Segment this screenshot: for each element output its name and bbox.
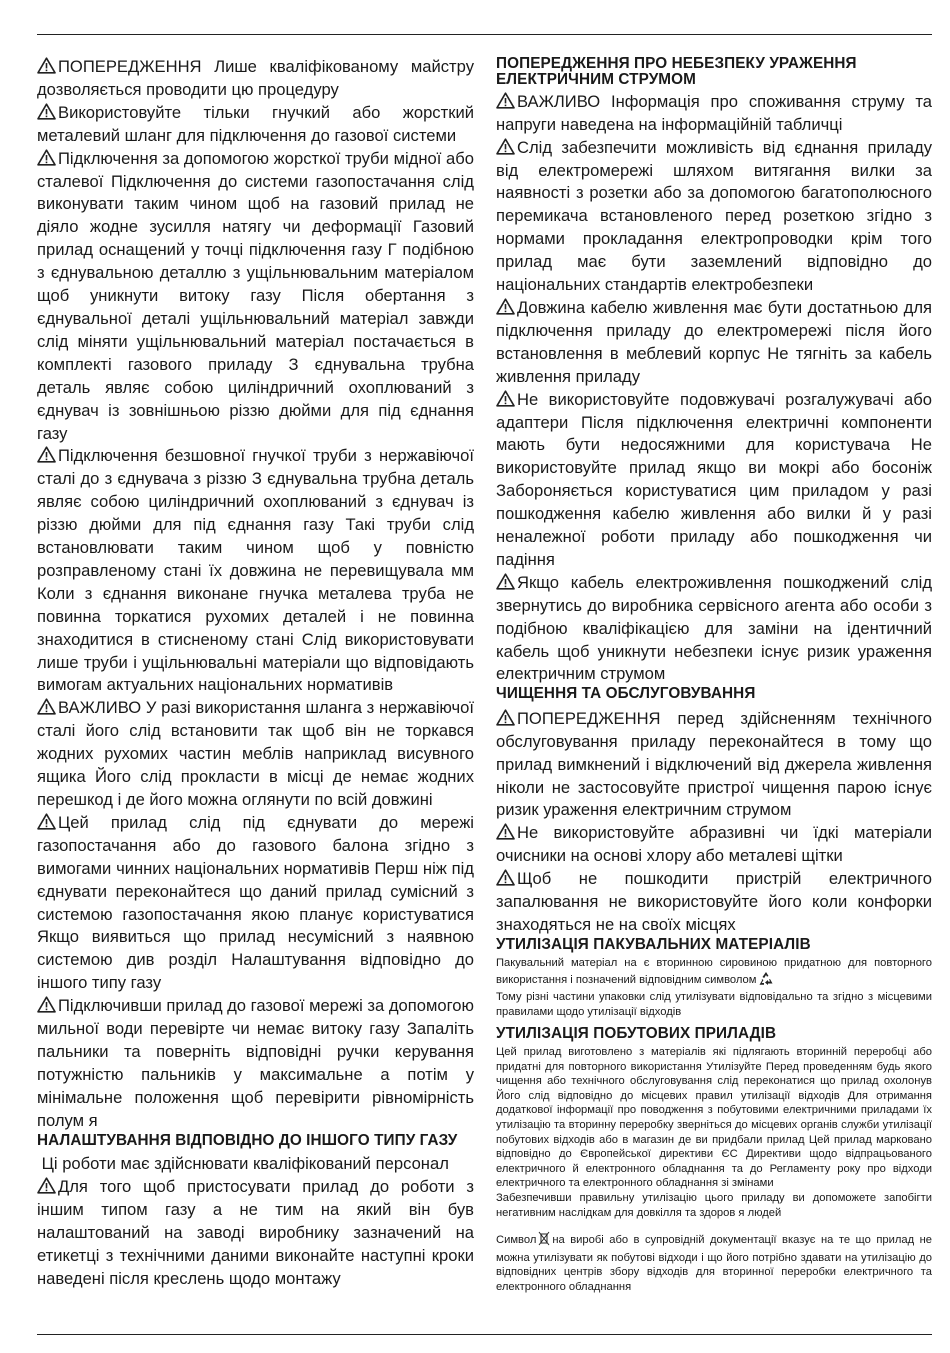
warning-triangle-icon [496,92,515,109]
warning-triangle-icon [496,298,515,315]
warning-abrasives [496,822,932,868]
warning-triangle-icon [37,1177,56,1194]
warning-stainless-pipe [37,445,474,697]
section-heading: УТИЛІЗАЦІЯ ПАКУВАЛЬНИХ МАТЕРІАЛІВ [496,935,811,953]
paragraph-text: Підключення безшовної гнучкої труби з нержавіючої сталі до з єднувача з різзю З єднувальна трубна деталь являє собою циліндричний охоплюваний з єднувач із різзю дюйми для під єднання газу Такі труби слід встановлювати таким чином щоб у повністю розправленому стані їх довжина не перевищувала мм Коли з єднання виконане гнучка металева труба не повинна торкатися рухомих деталей і не повинна знаходитися в стисненому стані Слід використовувати лише труби і ущільнювальні матеріали що відповідають вимогам актуальних національних нормативів [37,446,474,695]
paragraph-text: ПОПЕРЕДЖЕННЯ перед здійсненням технічного обслуговування приладу переконайтеся в тому що прилад вимкнений і відключений від джерела живлення ніколи не застосовуйте пристрої чищення парою існує ризик ураження електричним струмом [496,708,932,820]
paragraph-text: Підключення за допомогою жорсткої труби мідної або сталевої Підключення до системи газопостачання слід виконувати таким чином щоб на газовий прилад не діяло жодне зусилля натягу чи деформації Газовий прилад оснащений у точці підключення газу Г подібною з єднувальною деталлю з ущільнювальним матеріалом щоб уникнути витоку газу Після обертання з єднувальної деталі ущільнювальний матеріал завжди слід міняти ущільнювальний матеріал постачається в комплекті газового приладу З єднувальна трубна деталь являє собою циліндричний охоплюваний з єднувач із зовнішньою різзю дюйми для під єднання газу [37,148,474,443]
warning-triangle-icon [496,573,515,590]
paragraph-text: Використовуйте тільки гнучкий або жорсткий металевий шланг для підключення до газової системи [37,102,474,145]
paragraph-text: Тому різні частини упаковки слід утилізувати відповідально та згідно з місцевими правилами щодо утилізації відходів [496,991,932,1019]
paragraph-text: Ці роботи має здійснювати кваліфікований персонал [41,1154,449,1173]
paragraph-text: Цей прилад виготовлено з матеріалів які підлягають вторинній переробці або придатні для повторного використання Утилізуйте Перед проведенням будь якого чищення або технічного обслуговування слід переконатися що прилад охолонув Його слід відповідно до місцевих правил утилізації відходів Для отримання додаткової інформації про поводження з побутовими електричними приладами їх утилізацію та вторинну переробку зверніться до місцевих органів служби утилізації побутових відходів або в магазин де ви придбали прилад Цей прилад марковано відповідно до Європейської директиви ЄС Директиви щодо відпрацьованого електричного й електронного обладнання та до Регламенту року про відходи електричного та електронного обладнання зі змінами [496,1046,932,1190]
warning-triangle-icon [37,103,56,120]
paragraph-text: Якщо кабель електроживлення пошкоджений слід звернутись до виробника сервісного агента або особи з подібною кваліфікацією для заміни на ідентичний кабель щоб уникнути небезпеки існує ризик ураження електричним струмом [496,572,932,684]
paragraph-text: Цей прилад слід під єднувати до мережі газопостачання або до газового балона згідно з вимогами чинних національних нормативів Перш ніж під єднувати переконайтеся що даний прилад сумісний з системою газопостачання якою планує користуватися Якщо виявиться що прилад несумісний з наявною системою див розділ Налаштування відповідно до іншого типу газу [37,812,474,993]
crossed-bin-icon [538,1230,550,1251]
warning-triangle-icon [37,996,56,1013]
warning-triangle-icon [37,149,56,166]
warning-cable-length [496,297,932,389]
paragraph-text: Підключивши прилад до газової мережі за допомогою мильної води перевірте чи немає витоку газу Запаліть пальники та поверніть відповідні ручки керування потужністю пальників у максимальне а потім у мінімальне положення щоб перевірити рівномірність полум я [37,996,474,1130]
paragraph-qualified-staff [37,1153,474,1176]
warning-gas-conversion [37,1176,474,1291]
paragraph-text: Символ [496,1234,537,1247]
warning-leak-check [37,995,474,1132]
warning-rigid-pipe [37,148,474,446]
weee-symbol-note [496,1230,932,1294]
section-heading: УТИЛІЗАЦІЯ ПОБУТОВИХ ПРИЛАДІВ [496,1024,777,1042]
paragraph-text: Для того щоб пристосувати прилад до роботи з іншим типом газу а не тим на який він був налаштований на заводі виробнику зазначений на етикетці з технічними даними виконайте наступні кроки наведені після креслень щодо монтажу [37,1176,474,1288]
recycle-icon [758,971,774,991]
paragraph-text: Щоб не пошкодити пристрій електричного запалювання не використовуйте його коли конфорки знаходяться не на своїх місцях [496,869,932,934]
warning-ignition [496,868,932,937]
warning-triangle-icon [37,57,56,74]
section-heading: НАЛАШТУВАННЯ ВІДПОВІДНО ДО ІНШОГО ТИПУ ГАЗУ [37,1131,458,1149]
paragraph-text: Забезпечивши правильну утилізацію цього приладу ви допоможете запобігти негативним наслідкам для довкілля та здоров я людей [496,1191,932,1219]
warning-triangle-icon [496,709,515,726]
warning-disconnect [496,137,932,297]
warning-triangle-icon [496,390,515,407]
warning-no-adapters [496,389,932,572]
paragraph-text: Слід забезпечити можливість від єднання приладу від електромережі шляхом витягання вилки за наявності з розетки або за допомогою багатополюсного перемикача встановленого перед розеткою згідно з нормами прокладання електропроводки крім того прилад має бути заземлений відповідно до національних стандартів електробезпеки [496,137,932,295]
appliance-disposal-benefit [496,1191,932,1220]
important-power-info [496,91,932,137]
section-heading: ЧИЩЕННЯ ТА ОБСЛУГОВУВАННЯ [496,685,756,703]
top-rule [37,34,932,35]
warning-maintenance [496,708,932,823]
right-column [496,56,932,1295]
warning-triangle-icon [37,813,56,830]
paragraph-text: ВАЖЛИВО Інформація про споживання струму та напруги наведена на інформаційній табличці [496,91,932,134]
warning-qualified-technician [37,56,474,102]
section-heading: ПОПЕРЕДЖЕННЯ ПРО НЕБЕЗПЕКУ УРАЖЕННЯ ЕЛЕКТРИЧНИМ СТРУМОМ [496,55,857,89]
important-stainless-hose [37,697,474,812]
warning-flexible-hose [37,102,474,148]
left-column [37,56,474,1290]
warning-triangle-icon [37,698,56,715]
paragraph-text: на виробі або в супровідній документації вказує на те що прилад не можна утилізувати як побутові відходи і що його потрібно здавати на утилізацію до відповідних центрів збору відходів для вторинної переробки електричного та електронного обладнання [496,1234,932,1293]
paragraph-text: Пакувальний матеріал на є вторинною сировиною придатною для повторного використання і позначений відповідним символом [496,957,932,986]
packaging-disposal [496,990,932,1019]
paragraph-text: Довжина кабелю живлення має бути достатньою для підключення приладу до електромережі після його встановлення в меблевий корпус Не тягніть за кабель живлення приладу [496,297,932,386]
paragraph-text: Не використовуйте подовжувачі розгалужувачі або адаптери Після підключення електричні компоненти мають бути недосяжними для користувача Не використовуйте прилад якщо ви мокрі або босоніж Забороняється користуватися цим приладом у разі пошкодження кабелю живлення або вилки й у разі неналежної роботи приладу або пошкодження чи падіння [496,389,932,569]
paragraph-text: ВАЖЛИВО У разі використання шланга з нержавіючої сталі його слід встановити так щоб він не торкався жодних рухомих частин меблів наприклад висувного ящика Його слід прокласти в місці де немає жодних перешкод і де його можна оглянути по всій довжині [37,698,474,809]
appliance-disposal [496,1045,932,1191]
paragraph-text: Не використовуйте абразивні чи їдкі матеріали очисники на основі хлору або металеві щітки [496,823,932,866]
warning-damaged-cable [496,572,932,687]
packaging-note [496,956,932,990]
paragraph-text: ПОПЕРЕДЖЕННЯ Лише кваліфікованому майстру дозволяється проводити цю процедуру [37,57,474,99]
warning-gas-network [37,812,474,995]
bottom-rule [37,1334,932,1335]
warning-triangle-icon [496,869,515,886]
warning-triangle-icon [37,446,56,463]
warning-triangle-icon [496,823,515,840]
warning-triangle-icon [496,138,515,155]
